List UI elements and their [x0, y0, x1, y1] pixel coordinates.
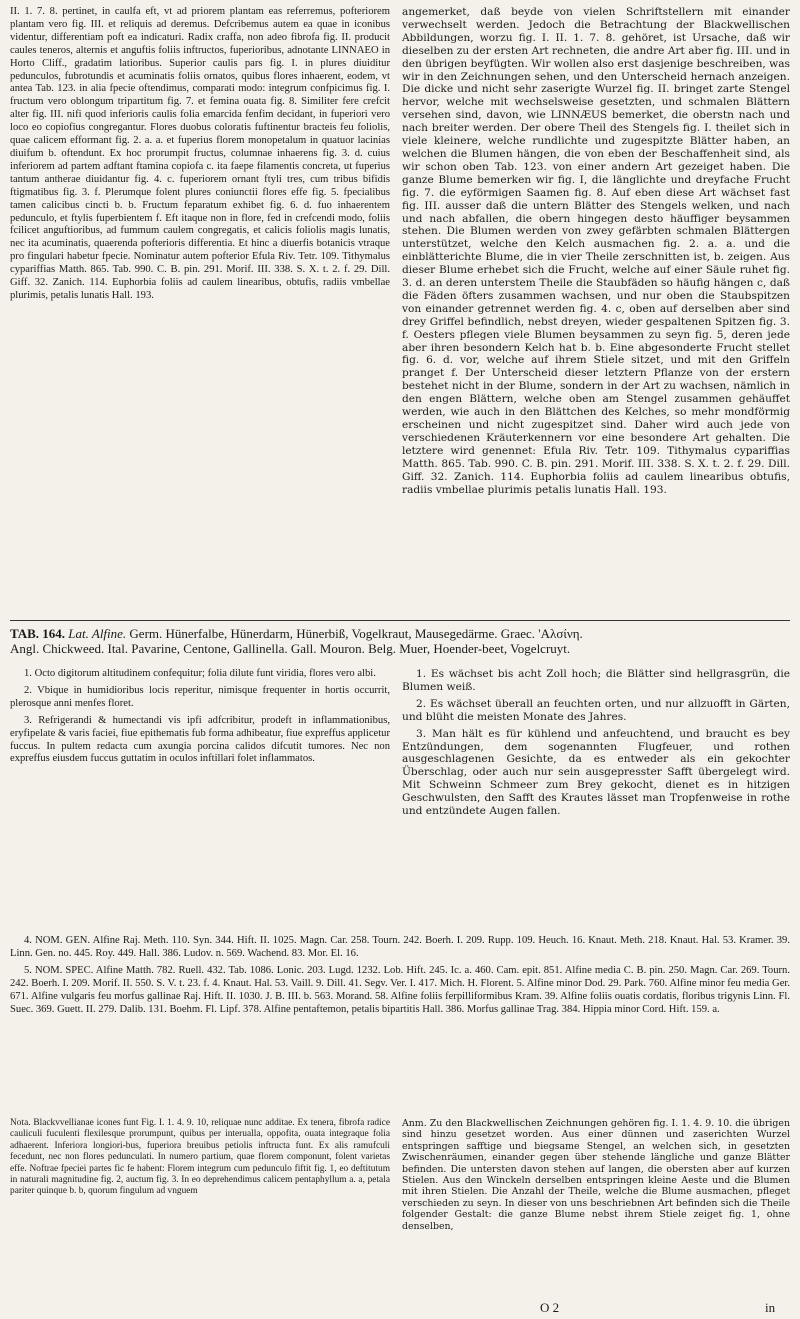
top-german-text: angemerket, daß beyde von vielen Schriftstellern mit einander verwechselt werden. Jedoch die Betrachtung der Blackwellischen Abbildungen, worzu fig. I. II. 1. 7. 8. gehöret, ist Ursache, daß wir dieselben zu der ersten Art rechneten, die andre Art aber fig. III. und in den übrigen beyfügten. Wir wollen also erst dasjenige beschreiben, was wir in den Zeichnungen sehen, und den Unterscheid hernach anzeigen. Die dicke und nicht sehr zaserigte Wurzel fig. II. bringet zarte Stengel hervor, welche mit wechselsweise gesetzten, und schmalen Blättern versehen sind, davon, wie LINNÆUS bemerket, die oberstn nach und nach breiter werden. Der obere Theil des Stengels fig. I. theilet sich in viele kleinere, welche rundlichte und zugespitzte Blätter haben, an welchen die Blumen hängen, die von eben der Beschaffenheit sind, als wir schon oben Tab. 123. von einer andern Art gezeiget haben. Die ganze Blume bemerken wir fig. I, die länglichte und dreyfache Frucht fig. 7. die eyförmigen Saamen fig. 8. Auf eben diese Art wächset fast fig. III. ausser daß die untern Blätter des Stengels welken, und nach und nach abfallen, die obern hingegen desto häuffiger beysammen stehen. Die Blumen werden von zwey gefärbten schmalen Blättergen unterstützet, welche den Kelch ausmachen fig. 2. a. a. und die einblätterichte Blume, die in vier Theile zerschnitten ist, b. zeigen. Aus dieser Blume erhebet sich die Frucht, welche auf einer Säule ruhet fig. 3. d. an deren unterstem Theile die Staubfäden so häufig hängen c, daß die Fäden öfters zusammen wachsen, und nur oben die Staubspitzen von einander getrennet werden fig. 4. c, oben auf derselben aber sind drey Griffel befindlich, nebst dreyen, wieder gespaltenen Spitzen fig. 3. f. Oesters pflegen viele Blumen beysammen zu seyn fig. 5, deren jede aber ihren besondern Kelch hat b. b. Eine abgesonderte Frucht stellet fig. 6. d. vor, welche auf ihrem Stiele sitzet, und mit den Griffeln pranget f. Der Unterscheid dieser letztern Pflanze von der erstern bestehet nicht in der Blume, sondern in der Art zu wachsen, nämlich in den engen Blättern, welche oben am Stengel zusammen gehäuffet werden, wie auch in den Blättchen des Kelches, so mehr mondförmig erscheinen und nicht zugespitzet sind. Daher wird auch jede von verschiedenen Kräuterkennern vor eine besondere Art gehalten. Die letztere wird genennet: Efula Riv. Tetr. 109. Tithymalus cypariffias Matth. 865. Tab. 990. C. B. pin. 291. Morif. III. 338. S. X. t. 2. f. 29. Dill. Giff. 32. Zanich. 114. Euphorbia foliis ad caulem linearibus obtufis, radiis vmbellae plurimis petalis lunatis Hall. 193.	[402, 6, 790, 496]
signature-mark: O 2	[540, 1300, 560, 1315]
top-german-column	[402, 6, 790, 508]
nom-spec: 5. NOM. SPEC. Alfine Matth. 782. Ruell. 432. Tab. 1086. Lonic. 203. Lugd. 1232. Lob. Hift. 245. Ic. a. 460. Cam. epit. 851. Alfine media C. B. pin. 250. Magn. Car. 269. Tourn. 242. Boerh. I. 209. Morif. II. 550. S. V. t. 23. f. 4. Knaut. Hal. 53. Vaill. 9. Dill. 41. Segv. Ver. I. 417. Mich. H. Florent. 5. Alfine minor Dod. 29. Park. 760. Alfine minor feu media Ger. 671. Alfine vulgaris feu morfus gallinae Raj. Hift. II. 1030. J. B. III. b. 563. Morand. 58. Alfine foliis ferpilliformibus Kram. 39. Alfine foliis ouatis cordatis, floribus trigynis Linn. Fl. Suec. 369. Guett. II. 279. Dalib. 131. Boehm. Fl. Lipf. 378. Alfine pentaftemon, petalis bipartitis Hall. 386. Morfus gallinae Trag. 384. Hippia minor Cord. Hift. 159. a.	[10, 964, 790, 1015]
french-name: Gall. Mouron.	[290, 641, 365, 656]
tab-heading	[10, 626, 790, 656]
german-note-text: Anm. Zu den Blackwellischen Zeichnungen gehören fig. I. 1. 4. 9. 10. die übrigen sind hinzu gesetzet worden. Aus einer dünnen und zaserichten Wurzel entspringen safftige und biegsame Stengel, an welchen sich, in gesetzten Zwischenräumen, einander gegen über stehende längliche und ganze Blätter befinden. Die untersten davon stehen auf langen, die obersten aber auf kurzen Stielen. Aus den Winckeln derselben entspringen kleine Aeste und die Blumen mit ihren Stielen. Die Anzahl der Theile, welche die Blume ausmachen, pfleget verschieden zu seyn. In dieser von uns beschriebnen Art befinden sich die Theile folgender Gestalt: die ganze Blume nebst ihrem Stiele zeiget fig. 1, ohne denselben,	[402, 1118, 790, 1232]
middle-german-column	[402, 668, 790, 930]
middle-latin-column	[10, 668, 390, 930]
top-latin-text: II. 1. 7. 8. pertinet, in caulfa eft, vt ad priorem plantam eas referremus, pofteriorem plantam vero fig. III. et reliquis ad deremus. Defcribemus autem ea quae in iconibus videntur, differentiam poft ea indicaturi. Radix craffa, non adeo fibrofa fig. II. producit caules teneros, alternis et anguftis foliis inftructos, fuperioribus, adnotante LINNAEO in Horto Cliff., gradatim latioribus. Superior caulis pars fig. I. in plures diuiditur pedunculos, fubrotundis et acuminatis foliis ornatos, quibus flores inhaerent, eodem, vt antea Tab. 123. in alia fpecie oftendimus, comparati modo: integrum confpicimus fig. I. fructum vero oblongum tripartitum fig. 7. et femina ouata fig. 8. Similiter fere crefcit alter fig. III. nifi quod inferioris caulis folia emarcida fenfim decidant, in fuperiori vero loco eo copiofius congregantur. Flores duobus coloratis fuftinentur bracteis feu foliolis, quae calicem efformant fig. 2. a. a. et fuperius florem monopetalum in quatuor lacinias diuifum b. oftendunt. Ex hoc prorumpit fructus, columnae inhaerens fig. 3. d. cuius inferiorem ad partem adftant ftamina copiofa c. ita faepe filamentis concreta, ut fuperius tantum antherae diuidantur fig. 4. c. fuperiorem ornant ftyli tres, cum tribus bifidis ftigmatibus fig. 3. f. Plerumque folent plures coniunctii flores effe fig. 5. fpecialibus tamen calicibus cincti b. b. Fructum feparatum exhibet fig. 6. d. fuo inhaerentem pedunculo, et ftylis fuperbientem f. Eft itaque non in flore, fed in crefcendi modo, foliis fcilicet anguftioribus, ad fummum caulem congregatis, et calicis foliolis magis lunatis, nec ita acuminatis, quaerenda pofterioris differentia. Et hinc a diuerfis botanicis vtraque pro fingulari habetur fpecie. Nominatur autem pofterior Efula Riv. Tetr. 109. Tithymalus cypariffias Matth. 865. Tab. 990. C. B. pin. 291. Morif. III. 338. S. X. t. 2. f. 29. Dill. Giff. 32. Zanich. 114. Euphorbia foliis ad caulem linearibus, obtufis, radiis vmbellae plurimis, petalis lunatis Hall. 193.	[10, 6, 390, 301]
greek-name: Graec. 'Αλσίνη.	[500, 626, 583, 641]
german-para-2: 2. Es wächset überall an feuchten orten, und nur allzuofft in Gärten, und blüht die meisten Monate des Jahres.	[402, 697, 790, 723]
tab-number: TAB. 164.	[10, 626, 66, 641]
bottom-latin-note	[10, 1118, 390, 1306]
nomenclature-block	[10, 935, 790, 1115]
italian-name: Ital. Pavarine, Centone, Gallinella.	[107, 641, 288, 656]
german-name: Germ. Hünerfalbe, Hünerdarm, Hünerbiß, Vogelkraut, Mausegedärme.	[129, 626, 498, 641]
top-latin-column	[10, 6, 390, 456]
bottom-german-note	[402, 1118, 790, 1302]
latin-note-text: Nota. Blackvvellianae icones funt Fig. I. 1. 4. 9. 10, reliquae nunc additae. Ex tenera, fibrofa radice cauliculi fuculenti flexilesque prorumpunt, quibus per interualla, oppofita, ouata integraque folia adhaerent. Inferiora longiori-bus, fuperiora breuibus petiolis inftructa funt. Ex alis ramufculi fecedunt, nec non flores pedunculati. In numero partium, quae florem componunt, folent varietas effe. Noftrae fpeciei partes fic fe habent: Florem integrum cum pedunculo fiftit fig. 1, eo deftitutum in naturali magnitudine fig. 2, auctum fig. 3. In eo deprehendimus calicem pentaphyllum a. a, petala pariter quinque b. b, quorum fingulum ad vnguem	[10, 1118, 390, 1197]
german-para-3: 3. Man hält es für kühlend und anfeuchtend, und braucht es bey Entzündungen, dem sogenannten Flugfeuer, und rothen ausgeschlagenen Gesichte, da es entweder als ein gekochter Überschlag, oder auch nur sein ausgepresster Safft übergelegt wird. Mit Schweinn Schmeer zum Brey gekocht, dienet es in hitzigen Geschwulsten, den Safft des Krautes lässet man Tropfenweise in rothe und entzündete Augen fallen.	[402, 727, 790, 818]
german-para-1: 1. Es wächset bis acht Zoll hoch; die Blätter sind hellgrasgrün, die Blumen weiß.	[402, 668, 790, 693]
english-name: Angl. Chickweed.	[10, 641, 105, 656]
belgian-name: Belg. Muer, Hoender-beet, Vogelcruyt.	[368, 641, 571, 656]
latin-para-3: 3. Refrigerandi & humectandi vis ipfi adfcribitur, prodeft in inflammationibus, eryfipelate & varis faciei, fiue epithematis fub forma adhibeatur, fiue expreffus applicetur fuccus. In pultem redacta cum axungia porcina calidos difcutit tumores. Nec non expreffus eiusdem fuccus guttatim in oculos inftillari folet inflammatos.	[10, 714, 390, 765]
divider-top	[10, 620, 790, 621]
catchword: in	[765, 1300, 776, 1315]
latin-para-2: 2. Vbique in humidioribus locis reperitur, nimisque frequenter in hortis occurrit, plerosque anni menfes floret.	[10, 684, 390, 709]
latin-name: Lat. Alfine.	[68, 626, 127, 641]
latin-para-1: 1. Octo digitorum altitudinem confequitur; folia dilute funt viridia, flores vero albi.	[24, 668, 376, 679]
nom-gen: 4. NOM. GEN. Alfine Raj. Meth. 110. Syn. 344. Hift. II. 1025. Magn. Car. 258. Tourn. 242. Boerh. I. 209. Rupp. 109. Heuch. 16. Knaut. Meth. 218. Knaut. Hal. 53. Kramer. 39. Linn. Gen. no. 445. Roy. 449. Hall. 386. Ludov. n. 569. Wachend. 83. Mor. El. 16.	[10, 935, 790, 959]
